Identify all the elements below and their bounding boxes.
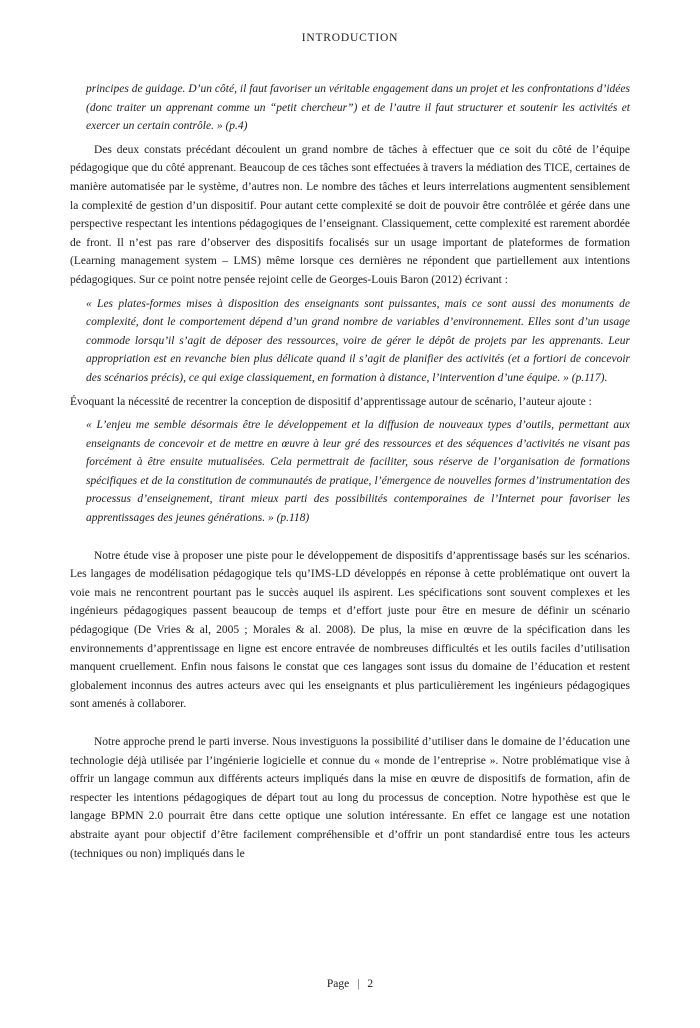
page-footer <box>0 978 700 990</box>
page-body <box>70 80 630 868</box>
block-quote-baron-p118: « L’enjeu me semble désormais être le développement et la diffusion de nouveaux types d’outils, permettant aux enseignants de concevoir et de mettre en œuvre à leur gré des ressources et des séquences d’activités ne visant pas forcément à être ensuite mutualisées. Cela permettrait de faciliter, sous réserve de l’organisation de formations spécifiques et de la constitution de communautés de pratique, l’émergence de nouvelles formes d’instrumentation des processus d’enseignement, tirant mieux parti des possibilités contemporaines de l’Internet pour favoriser les apprentissages des jeunes générations. » (p.118) <box>86 419 630 525</box>
body-paragraph-notre-etude: Notre étude vise à proposer une piste pour le développement de dispositifs d’apprentissage basés sur les scénarios. Les langages de modélisation pédagogique tels qu’IMS-LD développés en réponse à cette problématique ont ouvert la voie mais ne rencontrent pourtant pas le succès auquel ils aspirent. Les spécifications sont souvent complexes et les ingénieurs pédagogiques passent beaucoup de temps et d’effort juste pour être en mesure de définir un scénario pédagogique (De Vries & al, 2005 ; Morales & al. 2008). De plus, la mise en œuvre de la spécification dans les environnements d’apprentissage en ligne est encore entravée de nombreuses difficultés et les outils faciles d’utilisation manquent cruellement. Enfin nous faisons le constat que ces langages sont issus du domaine de l’éducation et restent globalement inconnus des autres acteurs avec qui les enseignants et plus particulièrement les ingénieurs pédagogiques sont amenés à collaborer. <box>70 549 630 711</box>
body-paragraph-notre-approche: Notre approche prend le parti inverse. Nous investiguons la possibilité d’utiliser dans le domaine de l’éducation une technologie déjà utilisée par l’ingénierie logicielle et connue du « monde de l’entreprise ». Notre problématique vise à offrir un langage commun aux différents acteurs impliqués dans la mise en œuvre de dispositifs de formation, afin de respecter les intentions pédagogiques de départ tout au long du processus de conception. Notre hypothèse est que le langage BPMN 2.0 pourrait être dans cette optique une solution intéressante. En effet ce langage est une notation abstraite ayant pour objectif d’être facilement compréhensible et d’offrir un pont standardisé entre tous les acteurs (techniques ou non) impliqués dans le <box>70 736 630 860</box>
block-quote-baron-p117: « Les plates-formes mises à disposition des enseignants sont puissantes, mais ce sont aussi des monuments de complexité, dont le comportement dépend d’un grand nombre de variables d’environnement. Elles sont d’un usage commode lorsqu’il s’agit de déposer des ressources, voire de gérer le dépôt de projets par les apprenants. Leur appropriation est en revanche bien plus délicate quand il s’agit de planifier des activités (et a fortiori de concevoir des scénarios précis), ce qui exige classiquement, en formation à distance, l’intervention d’une équipe. » (p.117). <box>86 297 630 384</box>
block-quote-p4: principes de guidage. D’un côté, il faut favoriser un véritable engagement dans un projet et les confrontations d’idées (donc traiter un apprenant comme un “petit chercheur”) et de l’autre il faut structurer et soutenir les activités et exercer un certain contrôle. » (p.4) <box>86 83 630 133</box>
body-paragraph-evoquant: Évoquant la nécessité de recentrer la conception de dispositif d’apprentissage autour de scénario, l’auteur ajoute : <box>70 395 592 408</box>
running-header <box>0 32 700 44</box>
page-header-title: INTRODUCTION <box>301 32 399 44</box>
page-number: 2 <box>367 978 374 990</box>
page-footer-separator: | <box>357 978 360 990</box>
body-paragraph-constats: Des deux constats précédant découlent un grand nombre de tâches à effectuer que ce soit du côté de l’équipe pédagogique que du côté apprenant. Beaucoup de ces tâches sont effectuées à travers la médiation des TICE, certaines de manière automatisée par le système, d’autres non. Le nombre des tâches et leurs interrelations augmentent sensiblement la complexité de gestion d’un dispositif. Pour autant cette complexité se doit de pouvoir être contrôlée et gérée dans une perspective respectant les intentions pédagogiques de l’enseignant. Classiquement, cette complexité est rarement abordée de front. Il n’est pas rare d’observer des dispositifs focalisés sur un usage important de plateformes de formation (Learning management system – LMS) même lorsque ces dernières ne répondent que partiellement aux intentions pédagogiques. Sur ce point notre pensée rejoint celle de Georges-Louis Baron (2012) écrivant : <box>70 143 630 286</box>
page-footer-label: Page <box>326 978 350 990</box>
